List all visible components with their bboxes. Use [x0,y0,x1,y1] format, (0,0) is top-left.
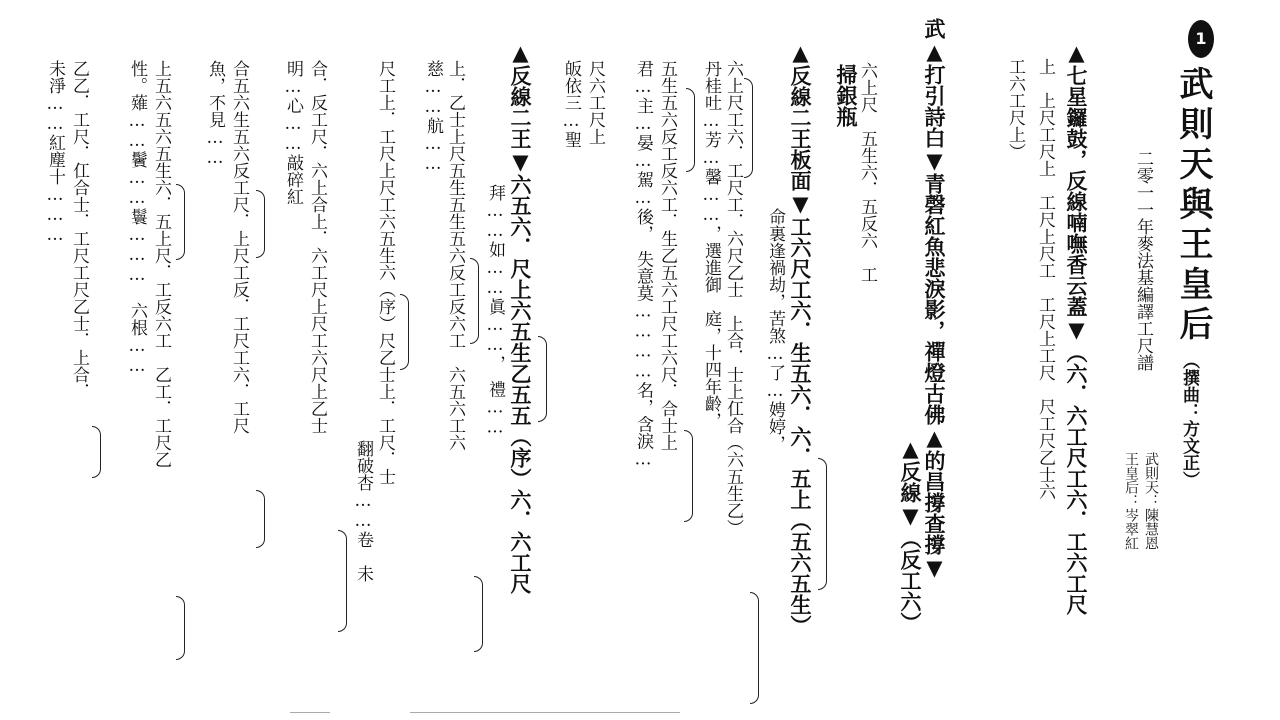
phrase-bracket [92,426,101,478]
composer-credit: （撰曲：方文正） [1179,352,1199,488]
phrase-bracket [338,530,347,632]
column-20: 尺工上．工尺上尺工六五生六（序）尺乙士上．工尺．士 [375,60,395,485]
column-17: 拜……如……眞……， 禮…… [485,184,505,438]
column-14: 尺六工尺上 [585,60,605,145]
column-1: ▲七星鑼鼓，反線喃嘸香云蓋▼（六．六工尺工六．工六工尺 [1064,40,1089,615]
footer-rule [410,712,680,713]
phrase-bracket [686,88,695,172]
phrase-bracket [400,294,409,370]
phrase-bracket [818,458,827,590]
cast-role-2: 王皇后：岑翠紅 [1123,452,1139,550]
footer-rule [290,712,330,713]
column-8: ▲反線二王板面▼工六尺工六．生五六．六．五上（五六五生） [788,40,813,636]
column-27: 性。薙……鬢……鬟……… 六根…… [127,60,147,376]
column-23: 明…心……敲碎紅 [283,60,303,205]
column-19: 慈……航…… [423,60,443,174]
column-21: 翻破杏……卷 未 [353,440,373,582]
column-15: 皈依三…聖 [561,60,581,148]
column-7: 掃銀瓶 [834,64,859,127]
phrase-bracket [176,596,185,660]
phrase-bracket [256,490,265,548]
column-18: 上．乙士上尺五生五生五六反工反六工 六五六工六 [445,60,465,451]
page-number-badge: 1 [1188,20,1214,58]
column-28: 乙乙．工尺．仜合士．工尺工尺乙士．上合． [69,60,89,400]
column-25: 魚，不見…… [205,60,225,168]
page-title: 武則天與王皇后 [1173,66,1213,346]
column-2: 上 上尺工尺上 工尺上尺工 工尺上工尺 尺工尺乙士六 [1035,58,1055,500]
column-16: ▲反線二王▼六五六．尺上六五生乙五五（序）六．六工尺 [508,40,533,594]
column-12: 五生五六反工反六工．生乙五六工尺工六尺．合士上 [657,60,677,451]
cast-role-1: 武則天：陳慧恩 [1143,452,1159,550]
phrase-bracket [256,190,265,258]
column-11: 丹桂吐…芳…馨……，選進御 庭，十四年齡， [701,60,721,429]
phrase-bracket [750,592,759,704]
column-13: 君…主…晏…駕…後， 失意莫…………名，含淚… [633,60,653,470]
phrase-bracket [470,258,479,344]
column-29: 未淨……紅塵十……… [45,60,65,245]
phrase-bracket [474,576,483,652]
subtitle: 二零一一年麥法基編譯工尺譜 [1133,150,1153,371]
phrase-bracket [744,78,753,178]
column-3: 工六工尺上） [1005,58,1025,160]
column-10: 六上尺工六．工尺工．六尺乙士 上合．士上仜合（六五生乙） [723,60,743,536]
phrase-bracket [684,430,693,522]
column-26: 上五六五六五生六．五上尺．工反六工 乙工．工尺乙 [151,60,171,468]
column-4: 武▲打引詩白▼青磬紅魚悲淚影，禪燈古佛▲的昌撐查撐▼ [922,18,947,580]
column-6: 六上尺 五生六．五反六 工 [857,62,877,283]
column-9: 命裏逢禍劫，苦煞…了…娉婷， [765,208,785,452]
column-22: 合．反工尺．六上合上．六工尺上尺工六尺上乙士 [307,60,327,434]
phrase-bracket [176,184,185,260]
phrase-bracket [538,336,547,422]
column-5: ▲反線▼（反工六） [898,436,923,633]
column-24: 合五六生五六反工尺．上尺工反．工尺工六．工尺 [229,60,249,434]
